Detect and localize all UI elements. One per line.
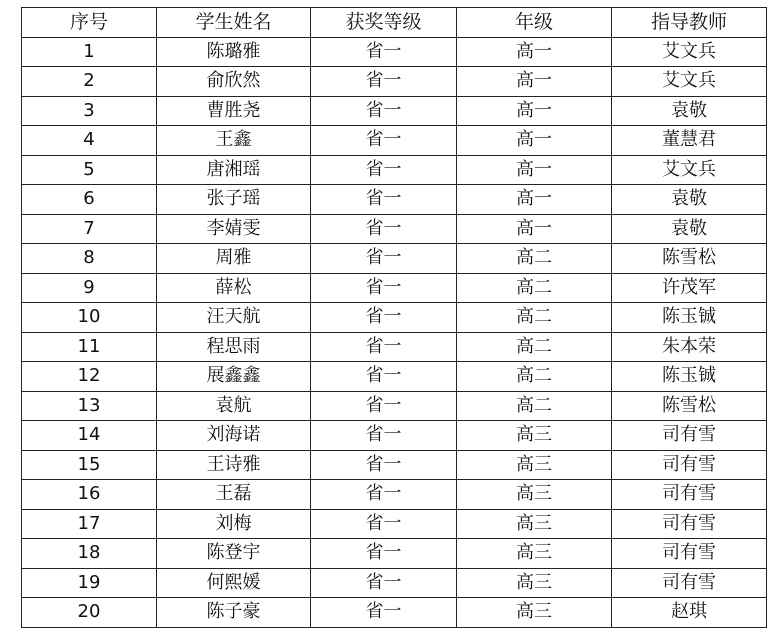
cell-no: 5 xyxy=(22,155,157,185)
cell-teacher: 许茂军 xyxy=(612,273,767,303)
table-row xyxy=(22,480,767,510)
cell-grade: 高三 xyxy=(457,421,612,451)
cell-award-level: 省一 xyxy=(311,96,457,126)
table-row xyxy=(22,391,767,421)
table-row xyxy=(22,273,767,303)
cell-grade: 高二 xyxy=(457,391,612,421)
header-grade: 年级 xyxy=(457,8,612,38)
cell-grade: 高二 xyxy=(457,303,612,333)
cell-teacher: 司有雪 xyxy=(612,539,767,569)
table-body xyxy=(22,37,767,627)
cell-award-level: 省一 xyxy=(311,391,457,421)
table-row xyxy=(22,598,767,628)
table-row xyxy=(22,568,767,598)
cell-student-name: 李婧雯 xyxy=(157,214,311,244)
table-row xyxy=(22,126,767,156)
table-row xyxy=(22,96,767,126)
award-table xyxy=(21,7,767,628)
cell-grade: 高一 xyxy=(457,96,612,126)
table-row xyxy=(22,421,767,451)
cell-award-level: 省一 xyxy=(311,421,457,451)
cell-teacher: 司有雪 xyxy=(612,450,767,480)
cell-no: 4 xyxy=(22,126,157,156)
cell-student-name: 汪天航 xyxy=(157,303,311,333)
cell-no: 3 xyxy=(22,96,157,126)
header-teacher: 指导教师 xyxy=(612,8,767,38)
cell-teacher: 赵琪 xyxy=(612,598,767,628)
cell-no: 18 xyxy=(22,539,157,569)
cell-student-name: 刘梅 xyxy=(157,509,311,539)
cell-grade: 高三 xyxy=(457,598,612,628)
cell-no: 20 xyxy=(22,598,157,628)
table-row xyxy=(22,67,767,97)
cell-teacher: 朱本荣 xyxy=(612,332,767,362)
cell-award-level: 省一 xyxy=(311,332,457,362)
cell-no: 15 xyxy=(22,450,157,480)
cell-award-level: 省一 xyxy=(311,303,457,333)
cell-no: 6 xyxy=(22,185,157,215)
cell-teacher: 董慧君 xyxy=(612,126,767,156)
cell-award-level: 省一 xyxy=(311,126,457,156)
cell-teacher: 艾文兵 xyxy=(612,37,767,67)
table-row xyxy=(22,37,767,67)
cell-no: 11 xyxy=(22,332,157,362)
cell-student-name: 何熙媛 xyxy=(157,568,311,598)
table-row xyxy=(22,509,767,539)
table-row xyxy=(22,244,767,274)
table-row xyxy=(22,362,767,392)
cell-grade: 高二 xyxy=(457,332,612,362)
cell-student-name: 王诗雅 xyxy=(157,450,311,480)
cell-teacher: 陈雪松 xyxy=(612,244,767,274)
cell-no: 12 xyxy=(22,362,157,392)
cell-grade: 高一 xyxy=(457,185,612,215)
cell-grade: 高二 xyxy=(457,362,612,392)
cell-student-name: 周雅 xyxy=(157,244,311,274)
cell-student-name: 陈登宇 xyxy=(157,539,311,569)
cell-grade: 高一 xyxy=(457,37,612,67)
cell-grade: 高一 xyxy=(457,67,612,97)
table-row xyxy=(22,539,767,569)
cell-award-level: 省一 xyxy=(311,539,457,569)
cell-teacher: 司有雪 xyxy=(612,568,767,598)
cell-student-name: 王磊 xyxy=(157,480,311,510)
cell-award-level: 省一 xyxy=(311,67,457,97)
cell-no: 8 xyxy=(22,244,157,274)
cell-teacher: 陈玉铖 xyxy=(612,303,767,333)
cell-student-name: 薛松 xyxy=(157,273,311,303)
cell-teacher: 陈雪松 xyxy=(612,391,767,421)
cell-no: 16 xyxy=(22,480,157,510)
table-row xyxy=(22,303,767,333)
cell-teacher: 司有雪 xyxy=(612,509,767,539)
cell-grade: 高一 xyxy=(457,126,612,156)
cell-student-name: 展鑫鑫 xyxy=(157,362,311,392)
cell-grade: 高三 xyxy=(457,480,612,510)
cell-student-name: 陈璐雅 xyxy=(157,37,311,67)
cell-no: 2 xyxy=(22,67,157,97)
cell-grade: 高三 xyxy=(457,568,612,598)
cell-teacher: 司有雪 xyxy=(612,421,767,451)
cell-no: 7 xyxy=(22,214,157,244)
cell-no: 17 xyxy=(22,509,157,539)
cell-teacher: 艾文兵 xyxy=(612,155,767,185)
table-row xyxy=(22,185,767,215)
cell-grade: 高二 xyxy=(457,273,612,303)
cell-award-level: 省一 xyxy=(311,362,457,392)
table-row xyxy=(22,450,767,480)
cell-student-name: 刘海诺 xyxy=(157,421,311,451)
cell-award-level: 省一 xyxy=(311,214,457,244)
cell-grade: 高二 xyxy=(457,244,612,274)
cell-teacher: 袁敬 xyxy=(612,96,767,126)
cell-student-name: 程思雨 xyxy=(157,332,311,362)
cell-award-level: 省一 xyxy=(311,480,457,510)
cell-student-name: 陈子豪 xyxy=(157,598,311,628)
cell-teacher: 艾文兵 xyxy=(612,67,767,97)
cell-grade: 高一 xyxy=(457,214,612,244)
cell-student-name: 俞欣然 xyxy=(157,67,311,97)
cell-no: 9 xyxy=(22,273,157,303)
cell-award-level: 省一 xyxy=(311,509,457,539)
cell-student-name: 张子瑶 xyxy=(157,185,311,215)
cell-student-name: 唐湘瑶 xyxy=(157,155,311,185)
header-row xyxy=(22,8,767,38)
cell-award-level: 省一 xyxy=(311,568,457,598)
cell-award-level: 省一 xyxy=(311,37,457,67)
cell-no: 10 xyxy=(22,303,157,333)
header-name: 学生姓名 xyxy=(157,8,311,38)
cell-award-level: 省一 xyxy=(311,155,457,185)
cell-award-level: 省一 xyxy=(311,598,457,628)
cell-no: 19 xyxy=(22,568,157,598)
cell-teacher: 袁敬 xyxy=(612,185,767,215)
cell-student-name: 曹胜尧 xyxy=(157,96,311,126)
header-no: 序号 xyxy=(22,8,157,38)
cell-student-name: 王鑫 xyxy=(157,126,311,156)
cell-grade: 高三 xyxy=(457,450,612,480)
cell-teacher: 陈玉铖 xyxy=(612,362,767,392)
cell-teacher: 司有雪 xyxy=(612,480,767,510)
cell-award-level: 省一 xyxy=(311,185,457,215)
header-award: 获奖等级 xyxy=(311,8,457,38)
cell-teacher: 袁敬 xyxy=(612,214,767,244)
table-row xyxy=(22,155,767,185)
cell-award-level: 省一 xyxy=(311,273,457,303)
cell-no: 14 xyxy=(22,421,157,451)
cell-grade: 高三 xyxy=(457,539,612,569)
cell-grade: 高一 xyxy=(457,155,612,185)
table-row xyxy=(22,332,767,362)
cell-student-name: 袁航 xyxy=(157,391,311,421)
cell-no: 13 xyxy=(22,391,157,421)
cell-award-level: 省一 xyxy=(311,450,457,480)
table-row xyxy=(22,214,767,244)
cell-award-level: 省一 xyxy=(311,244,457,274)
cell-no: 1 xyxy=(22,37,157,67)
cell-grade: 高三 xyxy=(457,509,612,539)
